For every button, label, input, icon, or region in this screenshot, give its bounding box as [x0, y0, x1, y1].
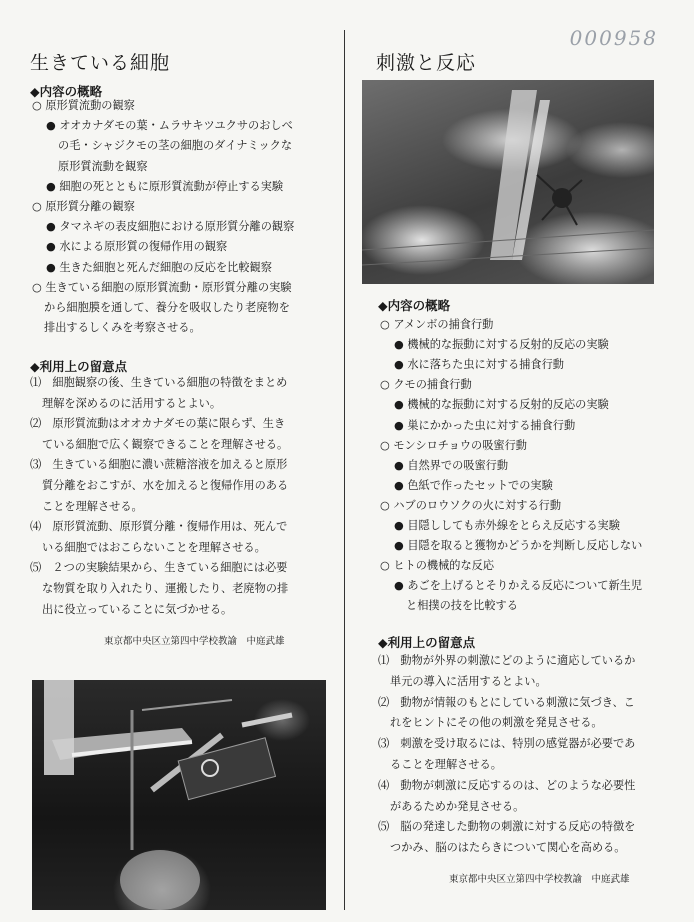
right-title: 刺激と反応 — [376, 52, 477, 74]
left-credit: 東京都中央区立第四中学校教諭 中庭武雄 — [104, 636, 285, 647]
text-line: ることを理解させる。 — [390, 758, 502, 771]
text-line: ○ モンシロチョウの吸蜜行動 — [380, 438, 527, 452]
right-overview-heading: ◆内容の概略 — [378, 298, 451, 313]
text-line: ⑷ 動物が刺激に反応するのは、どのような必要性 — [378, 778, 636, 792]
text-line: 排出するしくみを考察させる。 — [44, 321, 201, 335]
text-line: ● オオカナダモの葉・ムラサキツユクサのおしべ — [46, 119, 293, 133]
text-line: ⑷ 原形質流動、原形質分離・復帰作用は、死んで — [30, 520, 288, 534]
text-line: があるためか発見させる。 — [390, 799, 525, 813]
left-title: 生きている細胞 — [30, 52, 171, 74]
text-line: ● 生きた細胞と死んだ細胞の反応を比較観察 — [46, 260, 272, 274]
cell-experiment-photo — [32, 680, 326, 910]
text-line: ● 水に落ちた虫に対する捕食行動 — [394, 358, 564, 372]
text-line: ⑸ 脳の発達した動物の刺激に対する反応の特徴を — [378, 820, 636, 834]
text-line: ● 色紙で作ったセットでの実験 — [394, 478, 553, 492]
right-credit: 東京都中央区立第四中学校教諭 中庭武雄 — [449, 874, 630, 885]
text-line: 原形質流動を観察 — [58, 159, 148, 173]
left-overview-heading: ◆内容の概略 — [30, 84, 103, 99]
text-line: ○ 原形質流動の観察 — [32, 99, 135, 112]
text-line: ● 自然界での吸蜜行動 — [394, 458, 509, 472]
text-line: ○ 原形質分離の観察 — [32, 200, 135, 213]
text-line: ● 機械的な振動に対する反射的反応の実験 — [394, 338, 609, 352]
text-line: ⑶ 生きている細胞に濃い蔗糖溶液を加えると原形 — [30, 458, 288, 472]
text-line: ● 巣にかかった虫に対する捕食行動 — [394, 418, 576, 432]
text-line: 出に役立っていることに気づかせる。 — [42, 602, 233, 616]
text-line: ことを理解させる。 — [42, 499, 143, 513]
text-line: 質分離をおこすが、水を加えると復帰作用のある — [42, 479, 289, 492]
left-notes-heading: ◆利用上の留意点 — [30, 359, 128, 374]
text-line: ⑸ ２つの実験結果から、生きている細胞には必要 — [30, 561, 288, 575]
text-line: ● 機械的な振動に対する反射的反応の実験 — [394, 398, 609, 412]
text-line: ている細胞で広く観察できることを理解させる。 — [42, 437, 289, 451]
text-line: と相撲の技を比較する — [406, 599, 518, 613]
text-line: れをヒントにその他の刺激を発見させる。 — [390, 716, 603, 730]
stimulus-response-photo — [362, 80, 654, 284]
text-line: ○ ハブのロウソクの火に対する行動 — [380, 498, 562, 512]
handwritten-number: 000958 — [569, 26, 658, 50]
text-line: ⑴ 細胞観察の後、生きている細胞の特徴をまとめ — [30, 376, 288, 389]
text-line: ○ ヒトの機械的な反応 — [380, 559, 495, 573]
column-divider — [344, 30, 345, 910]
text-line: ⑶ 刺激を受け取るには、特別の感覚器が必要であ — [378, 737, 636, 751]
text-line: ⑵ 動物が情報のもとにしている刺激に気づき、こ — [378, 695, 635, 709]
text-line: から細胞膜を通して、養分を吸収したり老廃物を — [44, 301, 290, 314]
text-line: いる細胞ではおこらないことを理解させる。 — [42, 540, 266, 554]
text-line: な物質を取り入れたり、運搬したり、老廃物の排 — [42, 582, 289, 595]
text-line: ● 目隠ししても赤外線をとらえ反応する実験 — [394, 519, 620, 532]
text-line: ● あごを上げるとそりかえる反応について新生児 — [394, 579, 643, 593]
text-line: の毛・シャジクモの茎の細胞のダイナミックな — [58, 139, 293, 153]
text-line: ○ 生きている細胞の原形質流動・原形質分離の実験 — [32, 280, 292, 294]
text-line: ● 細胞の死とともに原形質流動が停止する実験 — [46, 179, 284, 193]
text-line: ○ アメンボの捕食行動 — [380, 318, 494, 331]
text-line: 理解を深めるのに活用するとよい。 — [42, 396, 222, 410]
text-line: つかみ、脳のはたらきについて関心を高める。 — [390, 841, 626, 855]
text-line: ○ クモの捕食行動 — [380, 378, 472, 392]
text-line: 単元の導入に活用するとよい。 — [390, 674, 547, 688]
right-notes-heading: ◆利用上の留意点 — [378, 635, 476, 650]
text-line: ● タマネギの表皮細胞における原形質分離の観察 — [46, 220, 295, 234]
text-line: ● 目隠を取ると獲物かどうかを判断し反応しない — [394, 539, 643, 553]
text-line: ⑴ 動物が外界の刺激にどのように適応しているか — [378, 654, 636, 667]
text-line: ● 水による原形質の復帰作用の観察 — [46, 240, 228, 254]
text-line: ⑵ 原形質流動はオオカナダモの葉に限らず、生き — [30, 417, 286, 431]
